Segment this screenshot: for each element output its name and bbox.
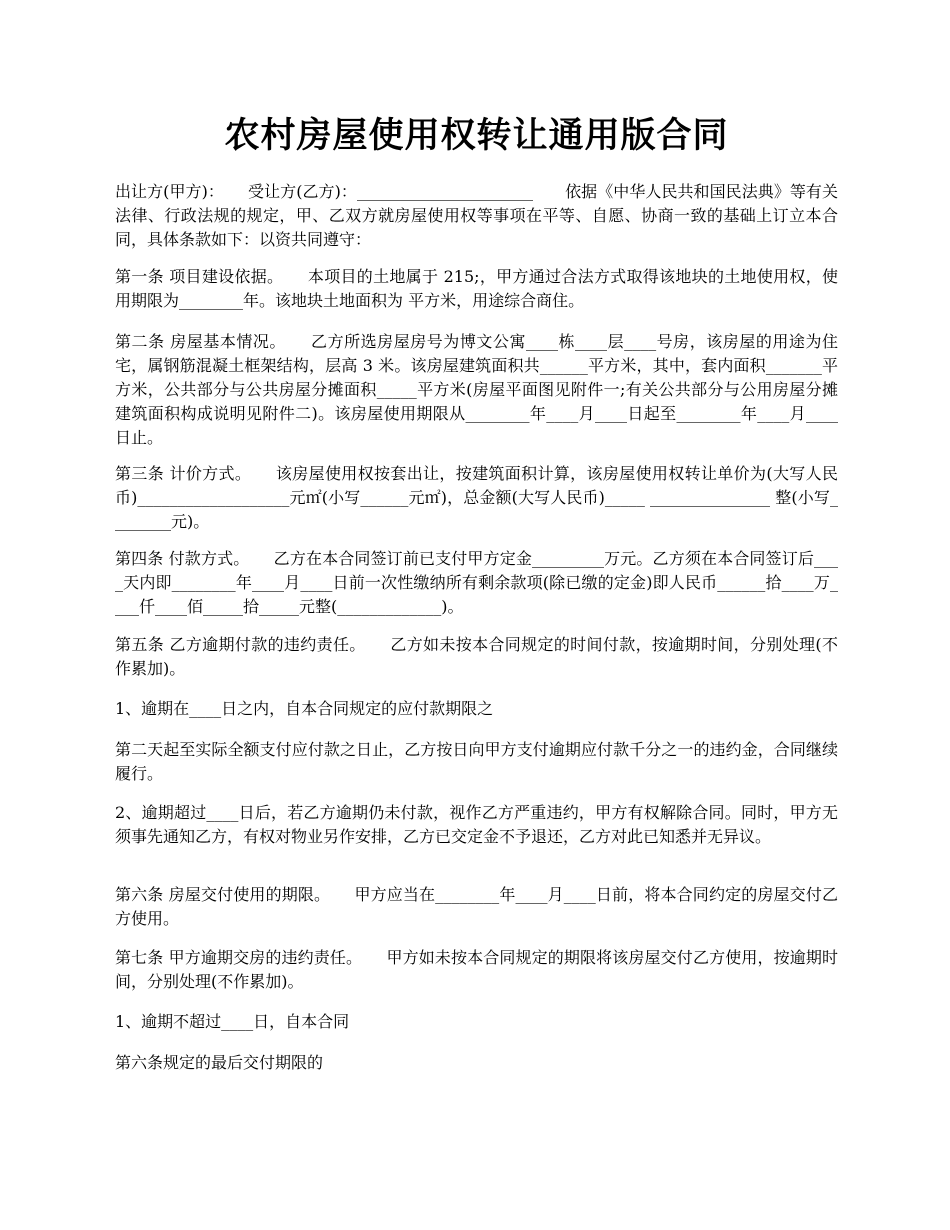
article-5-item-1-continued: 第二天起至实际全额支付应付款之日止，乙方按日向甲方支付逾期应付款千分之一的违约金，合同继续履行。: [115, 740, 838, 783]
article-3-paragraph: 第三条 计价方式。 该房屋使用权按套出让，按建筑面积计算，该房屋使用权转让单价为(大写人民币)___________________元㎡(小写______元㎡)，总金额(大写人民币)_____ _______________ 整(小写________元)。: [115, 464, 838, 531]
article-2-paragraph: 第二条 房屋基本情况。 乙方所选房屋房号为博文公寓____栋____层____号房，该房屋的用途为住宅，属钢筋混凝土框架结构，层高 3 米。该房屋建筑面积共______平方米，其中，套内面积_______平方米，公共部分与公共房屋分摊面积_____平方米(房屋平面图见附件一;有关公共部分与公用房屋分摊建筑面积构成说明见附件二)。该房屋使用期限从________年____月____日起至________年____月____日止。: [115, 332, 838, 447]
article-5-item-1: 1、逾期在____日之内，自本合同规定的应付款期限之: [115, 699, 494, 718]
article-6-paragraph: 第六条 房屋交付使用的期限。 甲方应当在________年____月____日前，将本合同约定的房屋交付乙方使用。: [115, 885, 838, 928]
article-7-item-1-continued: 第六条规定的最后交付期限的: [115, 1053, 324, 1072]
intro-paragraph: 出让方(甲方)： 受让方(乙方)：______________________ 依据《中华人民共和国民法典》等有关法律、行政法规的规定，甲、乙双方就房屋使用权等事项在平等、自愿、协商一致的基础上订立本合同，具体条款如下：以资共同遵守：: [115, 182, 838, 249]
article-5-item-2: 2、逾期超过____日后，若乙方逾期仍未付款，视作乙方严重违约，甲方有权解除合同。同时，甲方无须事先通知乙方，有权对物业另作安排，乙方已交定金不予退还，乙方对此已知悉并无异议。: [115, 803, 838, 846]
article-4-paragraph: 第四条 付款方式。 乙方在本合同签订前已支付甲方定金_________万元。乙方须在本合同签订后____天内即________年____月____日前一次性缴纳所有剩余款项(除已缴的定金)即人民币______拾____万____仟____佰_____拾_____元整(_____________)。: [115, 549, 838, 616]
article-5-paragraph: 第五条 乙方逾期付款的违约责任。 乙方如未按本合同规定的时间付款，按逾期时间，分别处理(不作累加)。: [115, 635, 838, 678]
article-7-item-1: 1、逾期不超过____日，自本合同: [115, 1012, 350, 1031]
document-title: 农村房屋使用权转让通用版合同: [224, 115, 729, 156]
article-1-paragraph: 第一条 项目建设依据。 本项目的土地属于 215;，甲方通过合法方式取得该地块的土地使用权，使用期限为________年。该地块土地面积为 平方米，用途综合商住。: [115, 267, 838, 310]
article-7-paragraph: 第七条 甲方逾期交房的违约责任。 甲方如未按本合同规定的期限将该房屋交付乙方使用，按逾期时间，分别处理(不作累加)。: [115, 948, 838, 991]
